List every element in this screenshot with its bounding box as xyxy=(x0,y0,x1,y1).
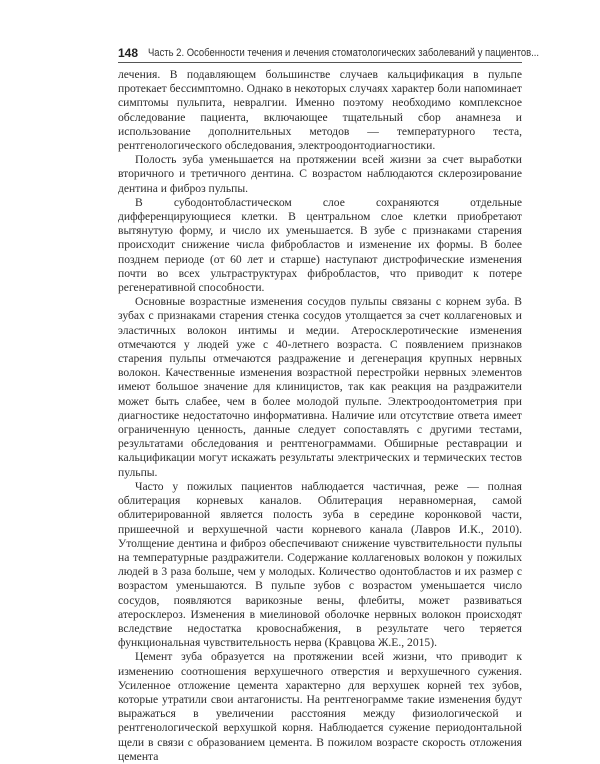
paragraph: Полость зуба уменьшается на протяжении всей жизни за счет выработки вторичного и третичного дентина. С возрастом наблюдаются склерозирование дентина и фиброз пульпы. xyxy=(118,153,522,195)
paragraph: Основные возрастные изменения сосудов пульпы связаны с корнем зуба. В зубах с признаками старения стенка сосудов утолщается за счет коллагеновых и эластичных волокон интимы и медии. Атеросклеротические изменения отмечаются у людей уже с 40-летнего возраста. С появлением признаков старения пульпы отмечаются раздражение и дегенерация крупных нервных волокон. Качественные изменения возрастной перестройки нервных элементов имеют большое значение для клиницистов, так как реакция на раздражители может быть слабее, чем в более молодой пульпе. Электроодонтометрия при диагностике недостаточно информативна. Наличие или отсутствие ответа имеет ограниченную ценность, данные следует сопоставлять с другими тестами, результатами обследования и рентгенограммами. Обширные реставрации и кальцификации могут искажать результаты электрических и термических тестов пульпы. xyxy=(118,295,522,479)
page-header xyxy=(118,46,540,62)
paragraph: лечения. В подавляющем большинстве случаев кальцификация в пульпе протекает бессимптомно. Однако в некоторых случаях характер боли напоминает симптомы пульпита, невралгии. Именно поэтому необходимо комплексное обследование пациента, включающее тщательный сбор анамнеза и использование дополнительных методов — температурного теста, рентгенологического обследования, электроодонтодиагностики. xyxy=(118,68,522,153)
body-text xyxy=(118,68,522,764)
header-rule xyxy=(118,62,522,63)
paragraph: Часто у пожилых пациентов наблюдается частичная, реже — полная облитерация корневых каналов. Облитерация неравномерная, самой облитерированной является полость зуба в середине коронковой части, пришеечной и верхушечной части корневого канала (Лавров И.К., 2010). Утолщение дентина и фиброз обеспечивают снижение чувствительности пульпы на температурные раздражители. Содержание коллагеновых волокон у пожилых людей в 3 раза больше, чем у молодых. Количество одонтобластов и их размер с возрастом уменьшаются. В пульпе зубов с возрастом уменьшается число сосудов, появляются варикозные вены, флебиты, может развиваться атеросклероз. Изменения в миелиновой оболочке нервных волокон происходят вследствие недостатка кровоснабжения, в результате чего теряется функциональная чувствительность нерва (Кравцова Ж.Е., 2015). xyxy=(118,479,522,650)
page-number: 148 xyxy=(118,46,139,60)
running-title: Часть 2. Особенности течения и лечения стоматологических заболеваний у пациентов... xyxy=(148,47,540,59)
paragraph: В субодонтобластическом слое сохраняются отдельные дифференцирующиеся клетки. В центральном слое клетки приобретают вытянутую форму, и число их уменьшается. В зубе с признаками старения происходит снижение числа фибробластов и изменение их формы. В более позднем периоде (от 60 лет и старше) наступают дистрофические изменения почти во всех ультраструктурах фибробластов, что приводит к потере регенеративной способности. xyxy=(118,195,522,295)
paragraph: Цемент зуба образуется на протяжении всей жизни, что приводит к изменению соотношения верхушечного отверстия и верхушечного сужения. Усиленное отложение цемента характерно для верхушек корней тех зубов, которые утратили свои антагонисты. На рентгенограмме такие изменения будут выражаться в увеличении расстояния между физиологической и рентгенологической верхушкой корня. Наблюдается сужение периодонтальной щели в связи с образованием цемента. В пожилом возрасте скорость отложения цемента xyxy=(118,650,522,763)
